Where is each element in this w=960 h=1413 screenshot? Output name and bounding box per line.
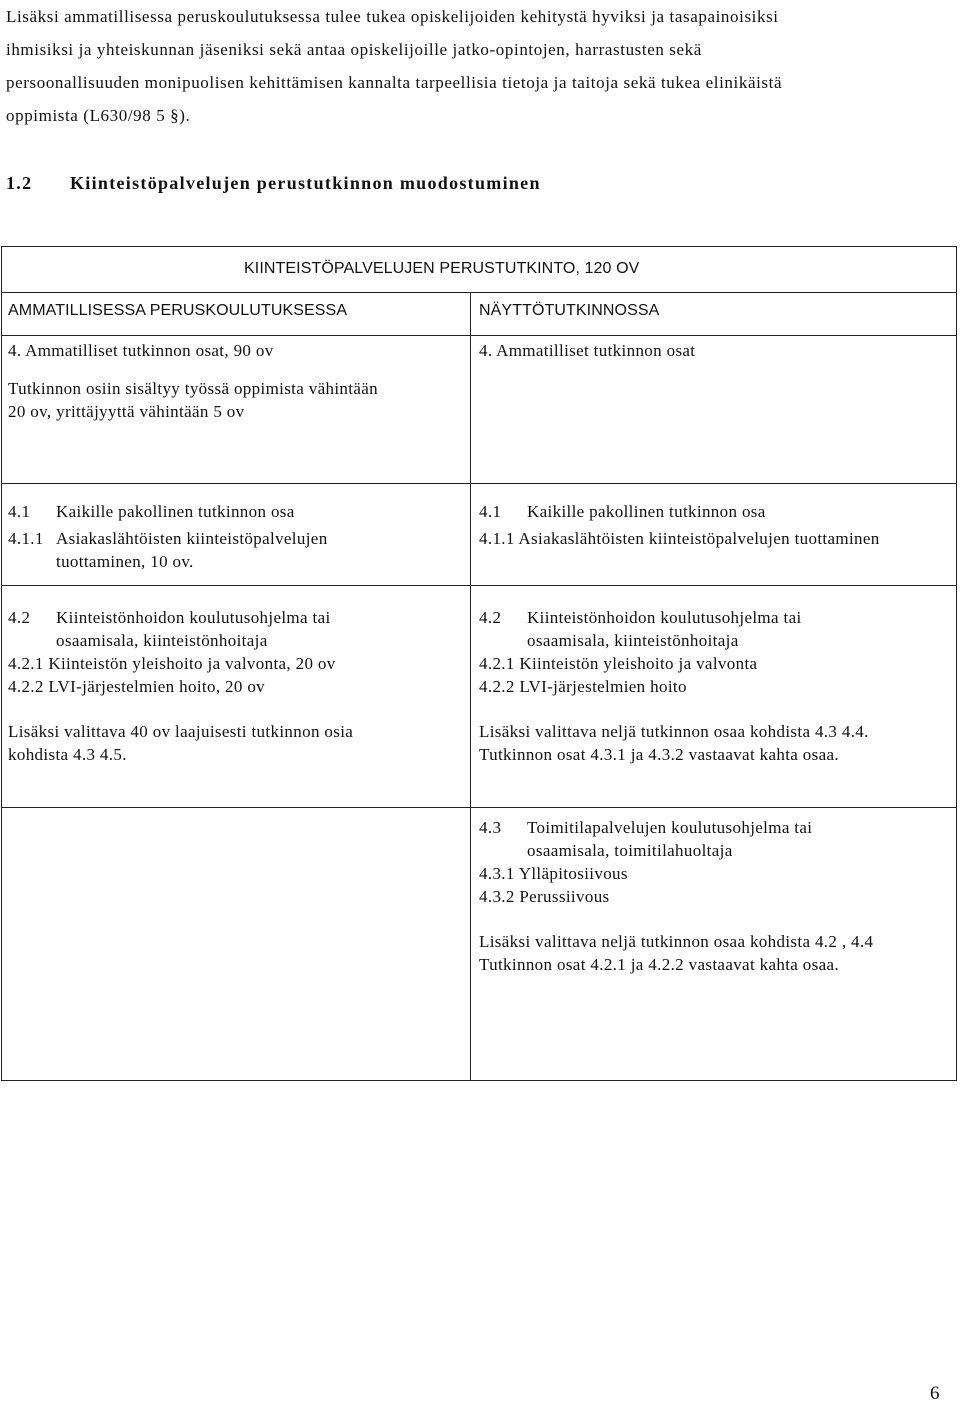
item-text: Kaikille pakollinen tutkinnon osa: [56, 502, 295, 521]
item-text: osaamisala, toimitilahuoltaja: [527, 841, 733, 860]
intro-line: ihmisiksi ja yhteiskunnan jäseniksi sekä antaa opiskelijoille jatko-opintojen, harrastusten sekä: [6, 40, 702, 59]
qualification-table-continued: [1, 808, 957, 1081]
item-number: 4.1.1: [8, 529, 44, 548]
item-text: 4.2.1 Kiinteistön yleishoito ja valvonta: [479, 654, 758, 673]
item-text: Lisäksi valittava 40 ov laajuisesti tutkinnon osia: [8, 722, 354, 741]
item-text: Lisäksi valittava neljä tutkinnon osaa kohdista 4.2 , 4.4: [479, 932, 874, 951]
column-divider: [470, 808, 471, 1080]
right-programme2-block: [479, 816, 955, 976]
item-number: 4.2: [479, 608, 502, 627]
table-title: KIINTEISTÖPALVELUJEN PERUSTUTKINTO, 120 OV: [244, 260, 640, 277]
section-number: 1.2: [6, 173, 33, 193]
qualification-table: [1, 246, 957, 808]
item-text: osaamisala, kiinteistönhoitaja: [527, 631, 739, 650]
item-text: 4.3.2 Perussiivous: [479, 887, 610, 906]
intro-line: persoonallisuuden monipuolisen kehittämisen kannalta tarpeellisia tietoja ja taitoja sekä tukea elinikäistä: [6, 73, 783, 92]
item-text: 4.2.2 LVI-järjestelmien hoito: [479, 677, 687, 696]
item-text: tuottaminen, 10 ov.: [56, 552, 194, 571]
item-number: 4.2: [8, 608, 31, 627]
left-column-header: AMMATILLISESSA PERUSKOULUTUKSESSA: [8, 302, 348, 319]
item-text: Kiinteistönhoidon koulutusohjelma tai: [56, 608, 331, 627]
item-text: 4.3.1 Ylläpitosiivous: [479, 864, 628, 883]
row-divider: [2, 585, 956, 586]
right-units-title: 4. Ammatilliset tutkinnon osat: [479, 341, 696, 360]
left-common-block: [8, 500, 468, 573]
right-programme-block: [479, 606, 955, 766]
section-title: Kiinteistöpalvelujen perustutkinnon muodostuminen: [70, 173, 541, 193]
item-text: 4.2.2 LVI-järjestelmien hoito, 20 ov: [8, 677, 266, 696]
row-divider: [2, 292, 956, 293]
left-programme-block: [8, 606, 468, 766]
item-number: 4.1: [8, 502, 31, 521]
item-text: Kiinteistönhoidon koulutusohjelma tai: [527, 608, 802, 627]
item-number: 4.3: [479, 818, 502, 837]
item-number: 4.1: [479, 502, 502, 521]
item-text: Kaikille pakollinen tutkinnon osa: [527, 502, 766, 521]
right-column-header: NÄYTTÖTUTKINNOSSA: [479, 302, 660, 319]
item-text: 4.2.1 Kiinteistön yleishoito ja valvonta, 20 ov: [8, 654, 336, 673]
row-divider: [2, 335, 956, 336]
item-text: Lisäksi valittava neljä tutkinnon osaa kohdista 4.3 4.4.: [479, 722, 869, 741]
right-common-block: [479, 500, 955, 550]
item-text: Toimitilapalvelujen koulutusohjelma tai: [527, 818, 813, 837]
item-text: osaamisala, kiinteistönhoitaja: [56, 631, 268, 650]
row-divider: [2, 483, 956, 484]
column-divider: [470, 292, 471, 807]
page-number: 6: [930, 1383, 940, 1404]
item-text: Tutkinnon osat 4.3.1 ja 4.3.2 vastaavat kahta osaa.: [479, 745, 839, 764]
item-text: Asiakaslähtöisten kiinteistöpalvelujen: [56, 529, 328, 548]
note-line: 20 ov, yrittäjyyttä vähintään 5 ov: [8, 402, 245, 421]
intro-line: Lisäksi ammatillisessa peruskoulutuksessa tulee tukea opiskelijoiden kehitystä hyviksi ja tasapainoisiksi: [6, 7, 779, 26]
note-line: Tutkinnon osiin sisältyy työssä oppimista vähintään: [8, 379, 378, 398]
item-text: Tutkinnon osat 4.2.1 ja 4.2.2 vastaavat kahta osaa.: [479, 955, 839, 974]
item-text: 4.1.1 Asiakaslähtöisten kiinteistöpalvelujen tuottaminen: [479, 529, 880, 548]
left-units-note: [8, 377, 378, 423]
item-text: kohdista 4.3 4.5.: [8, 745, 127, 764]
left-units-title: 4. Ammatilliset tutkinnon osat, 90 ov: [8, 341, 274, 360]
intro-line: oppimista (L630/98 5 §).: [6, 106, 191, 125]
intro-paragraph: [6, 0, 954, 132]
section-heading: [6, 173, 541, 194]
